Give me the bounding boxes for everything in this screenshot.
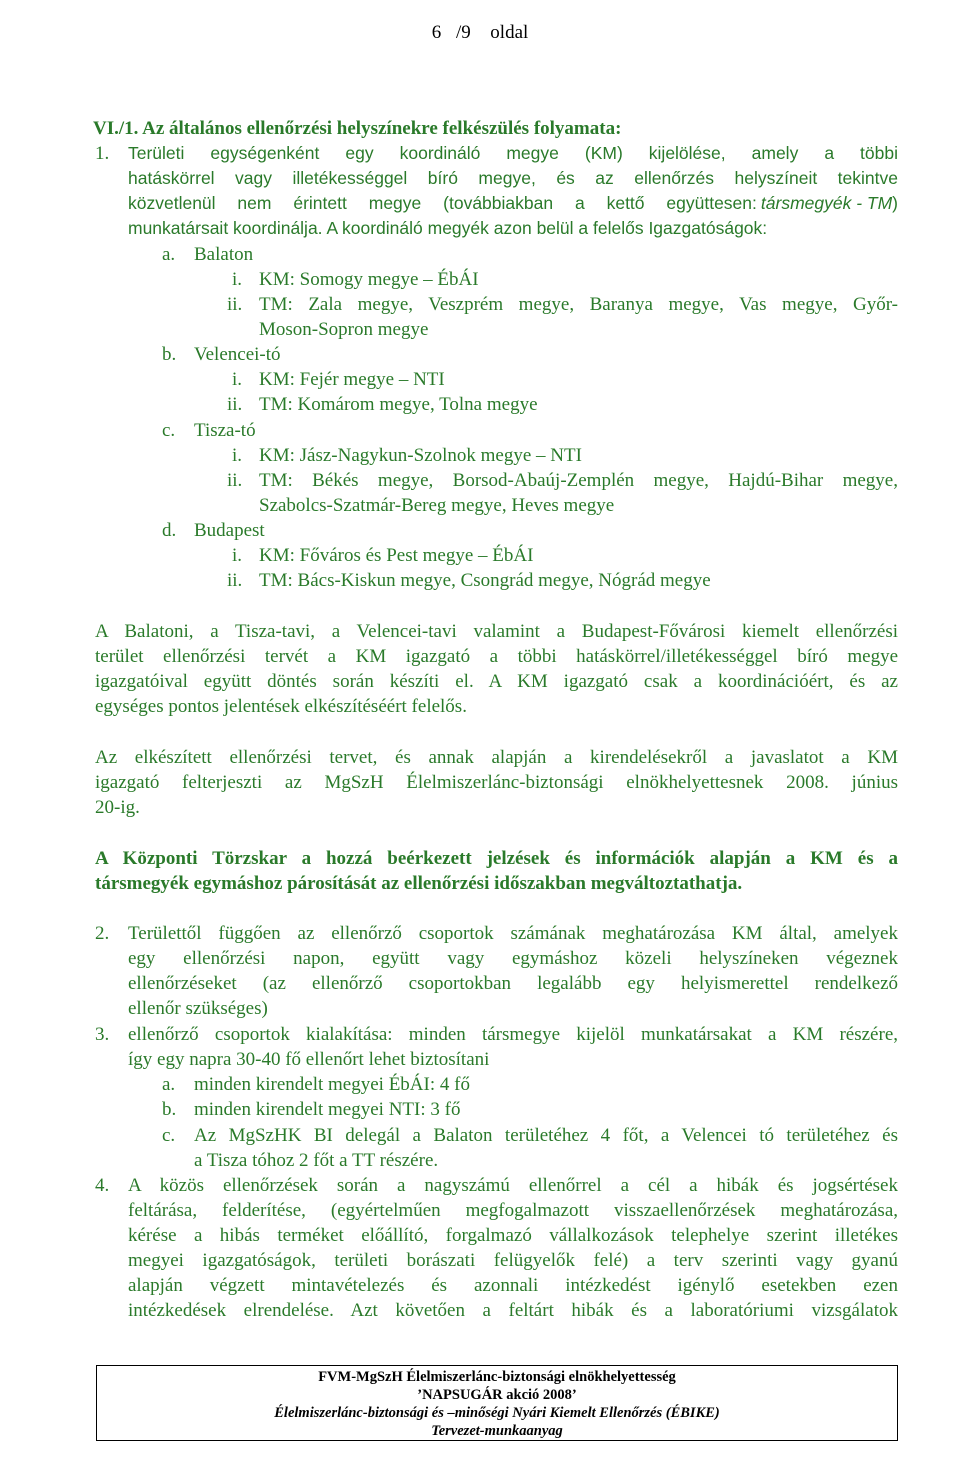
item-1-line-1: Területi egységenként egy koordináló megye (KM) kijelölése, amely a többi (128, 143, 898, 163)
item-3-text (128, 1022, 898, 1072)
paragraph-2-line: igazgató felterjeszti az MgSzH Élelmiszerlánc-biztonsági elnökhelyettesnek 2008. június (95, 772, 898, 793)
item-2-text (128, 921, 898, 1021)
item-4-line: kérése a hibás terméket előállító, forgalmazó vállalkozások telephelye szerint illetékes (128, 1225, 898, 1246)
footer-line-4: Tervezet-munkaanyag (431, 1423, 563, 1439)
item-1-line-2: hatáskörrel vagy illetékességgel bíró megye, és az ellenőrzés helyszíneit tekintve (128, 168, 898, 188)
paragraph-1-line: igazgatóival együtt döntés során készíti el. A KM igazgató csak a koordinációért, és az (95, 671, 898, 692)
sub-c-label: c. (162, 420, 176, 441)
sub-d-tm: TM: Bács-Kiskun megye, Csongrád megye, Nógrád megye (259, 570, 711, 591)
item-3-number: 3. (95, 1024, 110, 1045)
sub-b-km: KM: Fejér megye – NTI (259, 369, 445, 390)
page-number: 6 /9  oldal (431, 22, 529, 43)
item-4-line: A közös ellenőrzések során a nagyszámú ellenőrrel a cél a hibák és jogsértések (128, 1175, 898, 1196)
sub-a-tm-2: Moson-Sopron megye (259, 319, 429, 340)
item-4-number: 4. (95, 1175, 110, 1196)
sub-c-title: Tisza-tó (194, 420, 256, 441)
item-4-line: alapján végzett mintavételezés és azonnali intézkedést igénylő esetekben ezen (128, 1275, 898, 1296)
sub-a-label: a. (162, 244, 176, 265)
footer-line-2: ’NAPSUGÁR akció 2008’ (417, 1387, 577, 1403)
paragraph-3-line: társmegyék egymáshoz párosítását az ellenőrzési időszakban megváltoztathatja. (95, 873, 743, 894)
paragraph-2 (95, 745, 898, 820)
sub-a-tm: TM: Zala megye, Veszprém megye, Baranya megye, Vas megye, Győr- (259, 294, 898, 315)
paragraph-1-line: terület ellenőrzési tervét a KM igazgató a többi hatáskörrel/illetékességgel bíró megye (95, 646, 898, 667)
item-2-line: Területtől függően az ellenőrző csoportok számának meghatározása KM által, amelyek (128, 923, 898, 944)
item-3-sub-b: minden kirendelt megyei NTI: 3 fő (194, 1099, 461, 1120)
footer-box (96, 1365, 898, 1441)
sub-c-km: KM: Jász-Nagykun-Szolnok megye – NTI (259, 445, 582, 466)
sub-b-km-label: i. (232, 369, 243, 390)
paragraph-1 (95, 619, 898, 719)
sub-b-title: Velencei-tó (194, 344, 281, 365)
item-3-sub-c-label: c. (162, 1125, 176, 1146)
sub-d-title: Budapest (194, 520, 265, 541)
paragraph-2-line: Az elkészített ellenőrzési tervet, és annak alapján a kirendelésekről a javaslatot a KM (95, 747, 898, 768)
sub-d-km: KM: Főváros és Pest megye – ÉbÁI (259, 545, 534, 566)
sub-a-km-label: i. (232, 269, 243, 290)
paragraph-3-line: A Központi Törzskar a hozzá beérkezett jelzések és információk alapján a KM és a (95, 848, 898, 869)
sub-d-km-label: i. (232, 545, 243, 566)
item-4-line: feltárása, felderítése, (egyértelműen megfogalmazott visszaellenőrzések meghatározása, (128, 1200, 898, 1221)
sub-d-tm-label: ii. (227, 570, 243, 591)
item-3-line: ellenőrző csoportok kialakítása: minden társmegye kijelöl munkatársakat a KM részére, (128, 1024, 898, 1045)
item-3-sub-c-2: a Tisza tóhoz 2 főt a TT részére. (194, 1150, 439, 1171)
item-4-text (128, 1173, 898, 1323)
sub-c-tm: TM: Békés megye, Borsod-Abaúj-Zemplén megye, Hajdú-Bihar megye, (259, 470, 898, 491)
sub-a-tm-label: ii. (227, 294, 243, 315)
item-3-sub-a-label: a. (162, 1074, 176, 1095)
item-1-line-4: munkatársait koordinálja. A koordináló megyék azon belül a felelős Igazgatóságok: (128, 218, 768, 238)
item-4-line: megyei igazgatóságok, területi borászati felügyelők felé) a terv szerinti vagy gyanú (128, 1250, 898, 1271)
sub-b-label: b. (162, 344, 177, 365)
item-3-sub-c: Az MgSzHK BI delegál a Balaton területéhez 4 főt, a Velencei tó területéhez és (194, 1125, 898, 1146)
item-1-italic-term: társmegyék - TM (760, 193, 893, 213)
item-3-line: így egy napra 30-40 fő ellenőrt lehet biztosítani (128, 1049, 490, 1070)
item-1-line-3 (128, 191, 898, 216)
sub-a-title: Balaton (194, 244, 254, 265)
sub-c-tm-label: ii. (227, 470, 243, 491)
item-1-number: 1. (95, 143, 110, 164)
item-2-number: 2. (95, 923, 110, 944)
sub-c-km-label: i. (232, 445, 243, 466)
sub-b-tm-label: ii. (227, 394, 243, 415)
item-3-sub-b-label: b. (162, 1099, 177, 1120)
item-4-line: intézkedések elrendelése. Azt követően a feltárt hibák és a laboratóriumi vizsgálatok (128, 1300, 898, 1321)
sub-a-km: KM: Somogy megye – ÉbÁI (259, 269, 479, 290)
paragraph-3 (95, 846, 898, 896)
item-2-line: egy ellenőrzési napon, együtt vagy egymáshoz közeli helyszíneken végeznek (128, 948, 898, 969)
sub-c-tm-2: Szabolcs-Szatmár-Bereg megye, Heves megye (259, 495, 615, 516)
sub-d-label: d. (162, 520, 177, 541)
item-3-sub-a: minden kirendelt megyei ÉbÁI: 4 fő (194, 1074, 470, 1095)
item-2-line: ellenőrzéseket (az ellenőrző csoportokban legalább egy helyismerettel rendelkező (128, 973, 898, 994)
item-1-closing: ) (892, 193, 898, 213)
paragraph-1-line: A Balatoni, a Tisza-tavi, a Velencei-tavi valamint a Budapest-Fővárosi kiemelt ellenőrzési (95, 621, 898, 642)
section-title: VI./1. Az általános ellenőrzési helyszínekre felkészülés folyamata: (93, 118, 622, 139)
paragraph-2-line: 20-ig. (95, 797, 140, 818)
footer-line-1: FVM-MgSzH Élelmiszerlánc-biztonsági elnökhelyettesség (318, 1369, 676, 1385)
item-2-line: ellenőr szükséges) (128, 998, 268, 1019)
sub-b-tm: TM: Komárom megye, Tolna megye (259, 394, 538, 415)
footer-line-3: Élelmiszerlánc-biztonsági és –minőségi Nyári Kiemelt Ellenőrzés (ÉBIKE) (274, 1405, 720, 1421)
item-1-line-3-text: közvetlenül nem érintett megye (továbbiakban a kettő együttesen: (128, 193, 757, 213)
paragraph-1-line: egységes pontos jelentések elkészítéséért felelős. (95, 696, 467, 717)
